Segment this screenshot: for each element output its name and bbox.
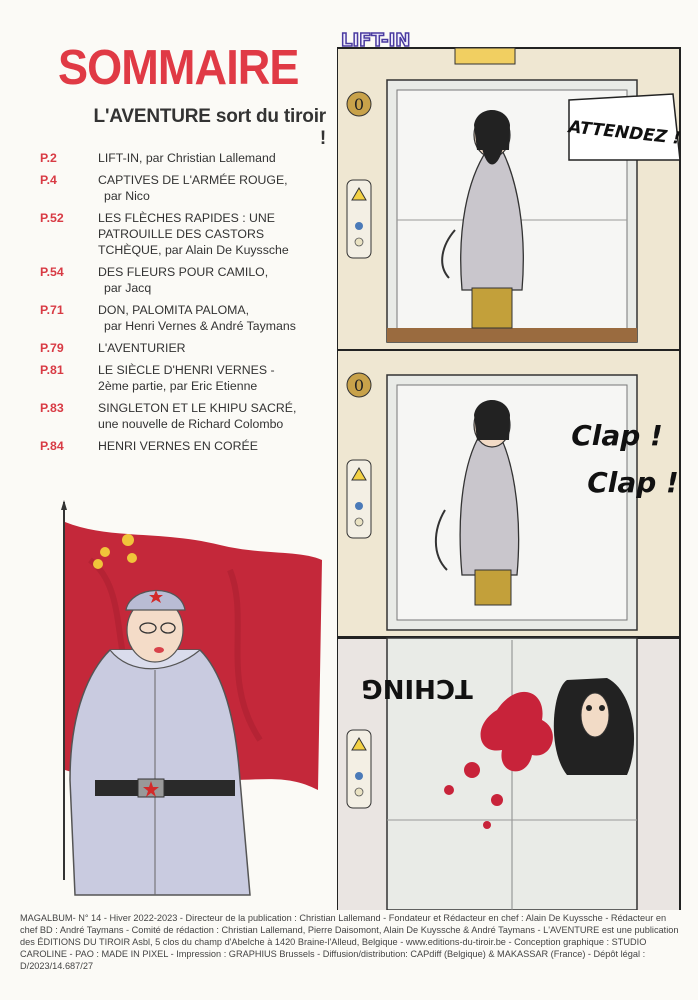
toc-page-number: P.83 (40, 401, 64, 415)
toc-line: par Nico (104, 189, 150, 203)
toc-line: CAPTIVES DE L'ARMÉE ROUGE, (98, 173, 288, 187)
toc-line: L'AVENTURIER (98, 341, 186, 355)
toc-entry-text (98, 400, 320, 432)
toc-page-number: P.81 (40, 363, 64, 377)
table-of-contents (40, 150, 320, 460)
toc-line: LIFT-IN, par Christian Lallemand (98, 151, 276, 165)
toc-line: par Henri Vernes & André Taymans (104, 319, 296, 333)
page-subtitle: L'AVENTURE sort du tiroir ! (93, 106, 326, 149)
toc-line: DON, PALOMITA PALOMA, (98, 303, 250, 317)
toc-page-number: P.79 (40, 341, 64, 355)
toc-item (40, 150, 320, 166)
toc-entry-text (98, 264, 320, 296)
toc-line: DES FLEURS POUR CAMILO, (98, 265, 269, 279)
toc-line: une nouvelle de Richard Colombo (98, 417, 284, 431)
bubble-text-attendez: ATTENDEZ ! (567, 117, 682, 149)
toc-line: 2ème partie, par Eric Etienne (98, 379, 258, 393)
flag-pole-tip (61, 500, 67, 510)
toc-page-number: P.71 (40, 303, 64, 317)
toc-item (40, 302, 320, 334)
toc-entry-text (98, 172, 320, 204)
sfx-text: TCHING (361, 673, 473, 703)
colophon: MAGALBUM- N° 14 - Hiver 2022-2023 - Directeur de la publication : Christian Lallemand - Fondateur et Rédacteur en chef : Alain De Kuyssche - Rédacteur en chef BD : André Taymans - Comité de rédaction : Christian Lallemand, Pierre Daisomont, Alain De Kuyssche & André Taymans - L'AVENTURE est une publication des ÉDITIONS DU TIROIR Asbl, 5 clos du champ d'Abelche à 1420 Braine-l'Alleud, Belgique - www.editions-du-tiroir.be - Conception graphique : STUDIO CAROLINE - PAO : MADE IN PIXEL - Impression : GRAPHIUS Brussels - Diffusion/distribution: CAPdiff (Belgique) & MAKASSAR (France) - Dépôt légal : D/2023/14.687/27 (20, 913, 679, 971)
soldier-coat (70, 650, 250, 895)
bubble-text-clap-1: Clap ! (571, 419, 663, 452)
toc-page-number: P.84 (40, 439, 64, 453)
toc-line: LES FLÈCHES RAPIDES : UNE (98, 211, 275, 225)
comic-panel-3 (337, 638, 680, 910)
flag-star (93, 559, 103, 569)
toc-entry-text (98, 438, 320, 454)
speech-bubble-1 (565, 94, 681, 160)
toc-item (40, 362, 320, 394)
comic-strip (337, 30, 682, 910)
toc-page-number: P.54 (40, 265, 64, 279)
toc-item (40, 340, 320, 356)
page-title: SOMMAIRE (58, 41, 299, 95)
toc-entry-text (98, 302, 320, 334)
toc-entry-text (98, 210, 320, 258)
floor-indicator: 0 (353, 95, 365, 114)
toc-line: HENRI VERNES EN CORÉE (98, 439, 258, 453)
svg-text:0: 0 (353, 376, 365, 395)
toc-item (40, 264, 320, 296)
toc-entry-text (98, 362, 320, 394)
toc-entry-text (98, 150, 320, 166)
toc-line: LE SIÈCLE D'HENRI VERNES - (98, 363, 275, 377)
toc-item (40, 400, 320, 432)
lift-in-sign: LIFT-IN (341, 30, 411, 51)
toc-item (40, 210, 320, 258)
bubble-text-clap-2: Clap ! (587, 466, 679, 499)
soldier-belt (95, 780, 235, 796)
toc-page-number: P.52 (40, 211, 64, 225)
flag-star (127, 553, 137, 563)
toc-line: TCHÈQUE, par Alain De Kuyssche (98, 243, 289, 257)
toc-line: SINGLETON ET LE KHIPU SACRÉ, (98, 401, 297, 415)
comic-panel-2 (337, 350, 680, 637)
toc-line: par Jacq (104, 281, 152, 295)
flag-star (100, 547, 110, 557)
toc-line: PATROUILLE DES CASTORS (98, 227, 265, 241)
toc-entry-text (98, 340, 320, 356)
soldier-flag-illustration (50, 500, 330, 900)
toc-item (40, 438, 320, 454)
toc-page-number: P.2 (40, 151, 57, 165)
comic-panel-1 (337, 30, 680, 350)
flag-star (122, 534, 134, 546)
toc-item (40, 172, 320, 204)
toc-page-number: P.4 (40, 173, 57, 187)
